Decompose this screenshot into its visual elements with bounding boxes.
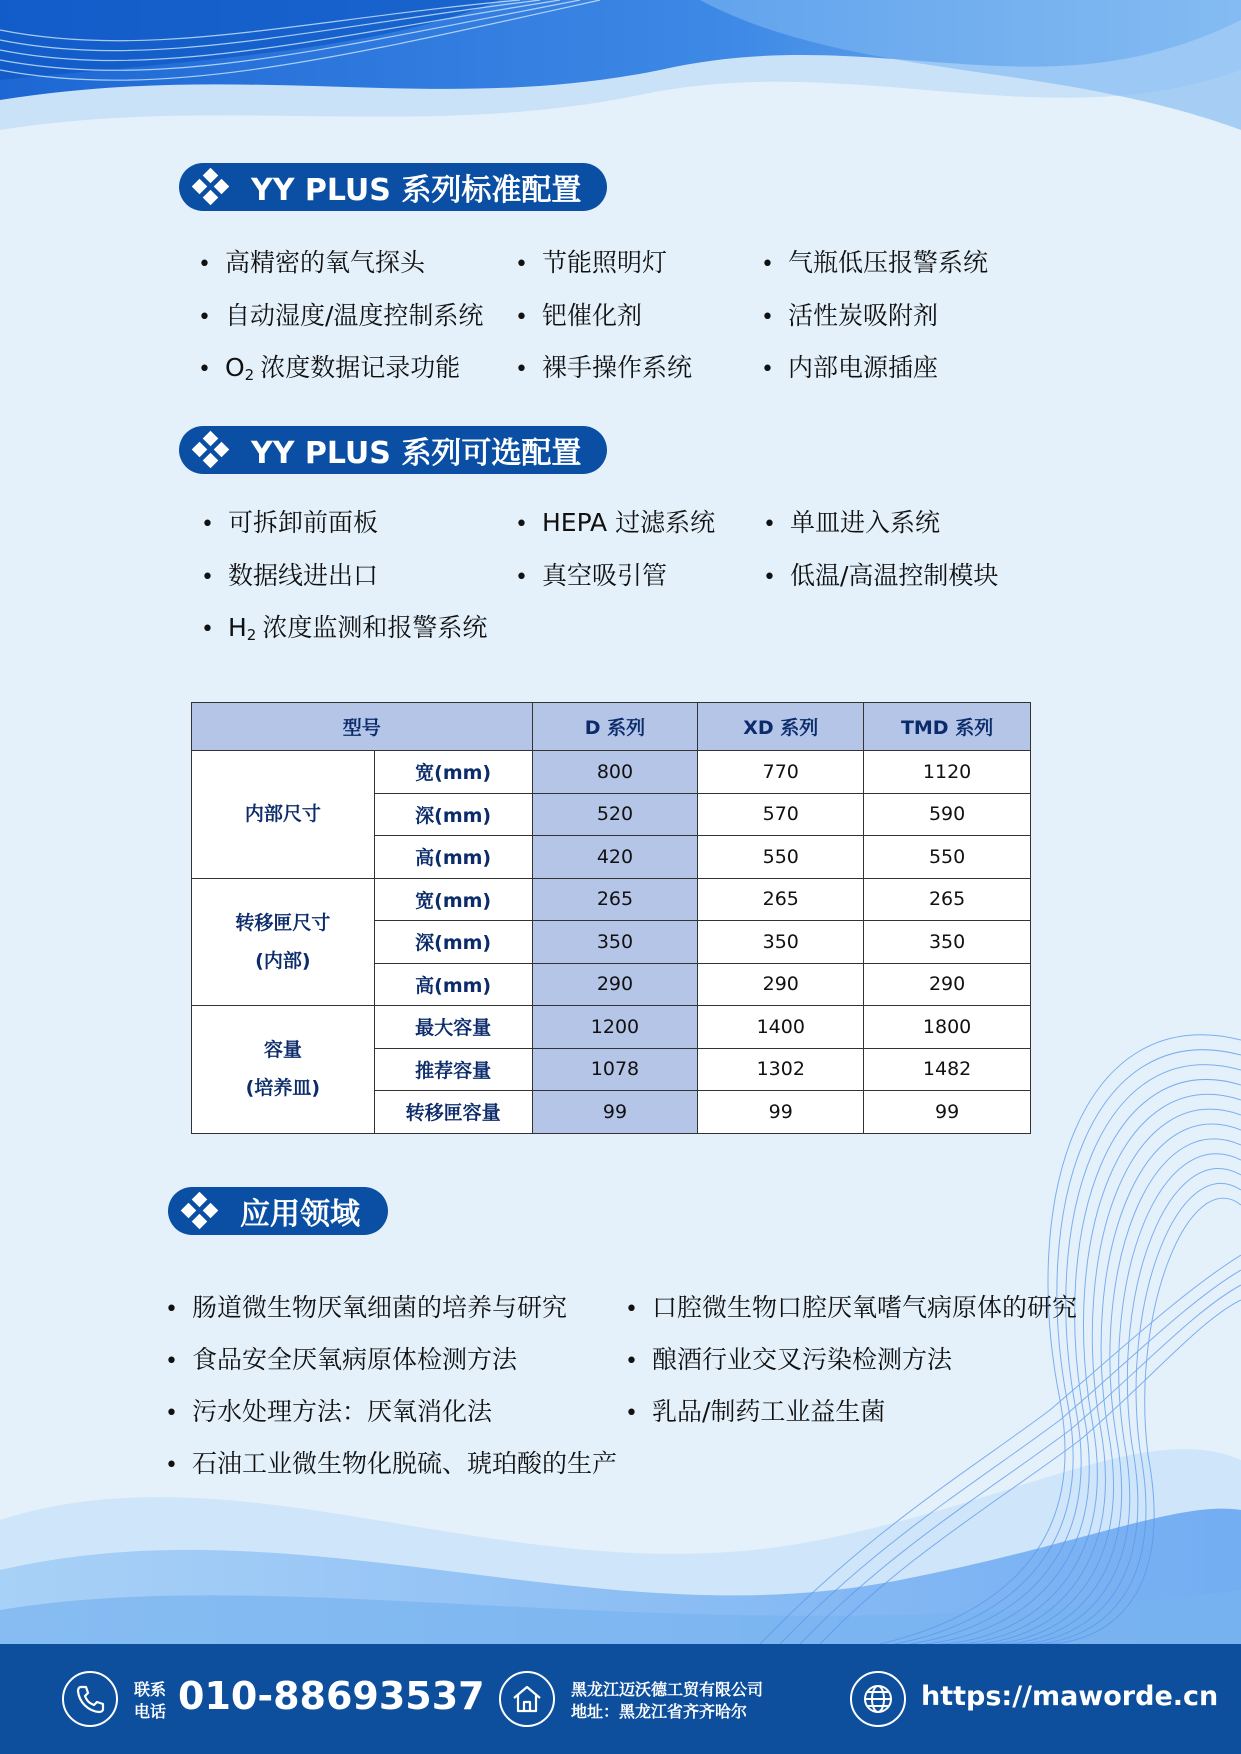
standard-config-item: • 高精密的氧气探头	[198, 243, 425, 279]
application-item: • 食品安全厌氧病原体检测方法	[165, 1340, 517, 1376]
phone-number[interactable]: 010-88693537	[178, 1674, 485, 1718]
optional-config-item: • 单皿进入系统	[763, 503, 940, 539]
value-cell: 350	[532, 921, 698, 964]
standard-config-item: • 钯催化剂	[515, 296, 642, 332]
website-link[interactable]: https://maworde.cn	[921, 1681, 1219, 1712]
optional-config-item: • HEPA 过滤系统	[515, 503, 715, 539]
param-cell: 转移匣容量	[374, 1091, 532, 1134]
standard-config-item: • $O_2$ 浓度数据记录功能	[198, 348, 460, 384]
value-cell: 265	[532, 878, 698, 921]
optional-config-item: • 低温/高温控制模块	[763, 556, 998, 592]
header-d-series: D 系列	[532, 703, 698, 751]
value-cell: 350	[864, 921, 1031, 964]
optional-config-item: • 数据线进出口	[201, 556, 378, 592]
value-cell: 1800	[864, 1006, 1031, 1049]
phone-icon	[62, 1671, 118, 1727]
footer-bar	[0, 1644, 1241, 1754]
value-cell: 265	[864, 878, 1031, 921]
optional-config-item: • $H_2$ 浓度监测和报警系统	[201, 608, 487, 644]
header-model: 型号	[192, 703, 533, 751]
value-cell: 1400	[698, 1006, 864, 1049]
table-row	[192, 1006, 1031, 1049]
param-cell: 深(mm)	[374, 921, 532, 964]
section-standard-header	[179, 163, 607, 211]
application-item: • 石油工业微生物化脱硫、琥珀酸的生产	[165, 1444, 617, 1480]
value-cell: 350	[698, 921, 864, 964]
value-cell: 1302	[698, 1048, 864, 1091]
group-name-cell: 转移匣尺寸 (内部)	[192, 878, 375, 1006]
application-item: • 口腔微生物口腔厌氧嗜气病原体的研究	[625, 1288, 1077, 1324]
standard-config-item: • 裸手操作系统	[515, 348, 692, 384]
optional-config-item: • 可拆卸前面板	[201, 503, 378, 539]
house-icon	[499, 1671, 555, 1727]
value-cell: 550	[864, 836, 1031, 879]
table-row	[192, 751, 1031, 794]
value-cell: 1078	[532, 1048, 698, 1091]
value-cell: 290	[532, 963, 698, 1006]
value-cell: 1120	[864, 751, 1031, 794]
section-optional-header	[179, 426, 607, 474]
section-applications-title: 应用领域	[240, 1197, 360, 1232]
value-cell: 770	[698, 751, 864, 794]
value-cell: 800	[532, 751, 698, 794]
spec-table	[191, 702, 1031, 1134]
application-item: • 乳品/制药工业益生菌	[625, 1392, 885, 1428]
section-applications-header	[168, 1187, 388, 1235]
company-info	[571, 1679, 763, 1723]
diamond-icon	[193, 169, 229, 205]
standard-config-item: • 气瓶低压报警系统	[761, 243, 988, 279]
table-row	[192, 878, 1031, 921]
value-cell: 265	[698, 878, 864, 921]
standard-config-item: • 内部电源插座	[761, 348, 938, 384]
value-cell: 550	[698, 836, 864, 879]
globe-icon	[850, 1671, 906, 1727]
value-cell: 520	[532, 793, 698, 836]
param-cell: 最大容量	[374, 1006, 532, 1049]
param-cell: 宽(mm)	[374, 878, 532, 921]
value-cell: 590	[864, 793, 1031, 836]
value-cell: 99	[864, 1091, 1031, 1134]
value-cell: 1482	[864, 1048, 1031, 1091]
application-item: • 酿酒行业交叉污染检测方法	[625, 1340, 952, 1376]
table-header-row	[192, 703, 1031, 751]
standard-config-item: • 活性炭吸附剂	[761, 296, 938, 332]
phone-label: 联系 电话	[134, 1680, 167, 1721]
group-name-cell: 内部尺寸	[192, 751, 375, 879]
param-cell: 深(mm)	[374, 793, 532, 836]
value-cell: 99	[532, 1091, 698, 1134]
optional-config-item: • 真空吸引管	[515, 556, 667, 592]
param-cell: 高(mm)	[374, 836, 532, 879]
standard-config-item: • 节能照明灯	[515, 243, 667, 279]
header-xd-series: XD 系列	[698, 703, 864, 751]
param-cell: 高(mm)	[374, 963, 532, 1006]
company-address: 地址：黑龙江省齐齐哈尔	[571, 1702, 748, 1721]
value-cell: 420	[532, 836, 698, 879]
application-item: • 污水处理方法：厌氧消化法	[165, 1392, 492, 1428]
value-cell: 1200	[532, 1006, 698, 1049]
application-item: • 肠道微生物厌氧细菌的培养与研究	[165, 1288, 567, 1324]
section-standard-title: YY PLUS 系列标准配置	[251, 173, 582, 208]
section-optional-title: YY PLUS 系列可选配置	[251, 436, 582, 471]
company-name: 黑龙江迈沃德工贸有限公司	[571, 1680, 764, 1699]
value-cell: 290	[864, 963, 1031, 1006]
diamond-icon	[182, 1193, 218, 1229]
value-cell: 290	[698, 963, 864, 1006]
standard-config-item: • 自动湿度/温度控制系统	[198, 296, 483, 332]
group-name-cell: 容量 (培养皿)	[192, 1006, 375, 1134]
value-cell: 99	[698, 1091, 864, 1134]
param-cell: 宽(mm)	[374, 751, 532, 794]
value-cell: 570	[698, 793, 864, 836]
param-cell: 推荐容量	[374, 1048, 532, 1091]
diamond-icon	[193, 432, 229, 468]
header-tmd-series: TMD 系列	[864, 703, 1031, 751]
